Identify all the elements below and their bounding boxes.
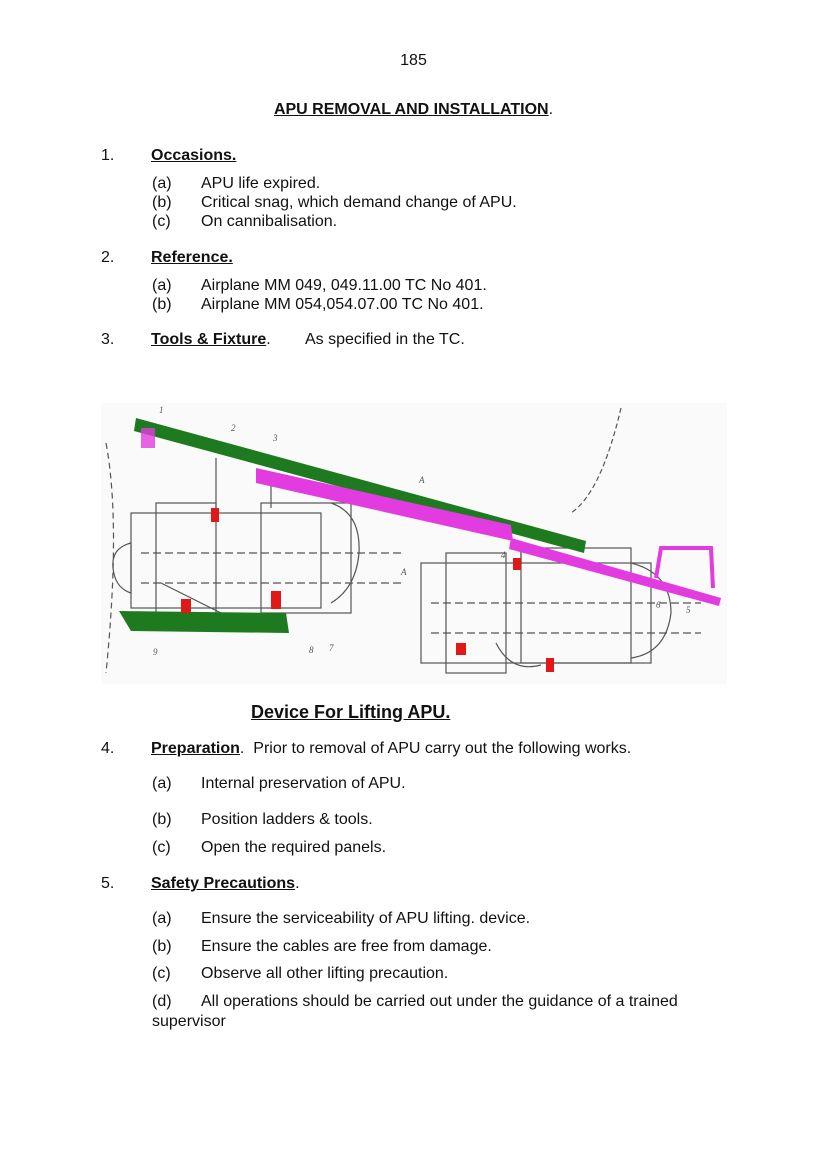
callout: 2: [231, 423, 236, 433]
callout: A: [419, 475, 425, 485]
section-number: 5.: [101, 875, 115, 892]
hook: [513, 558, 521, 570]
drawing-linework: [106, 408, 701, 673]
callout: A: [401, 567, 407, 577]
front-bracket: [141, 428, 155, 448]
page-title: APU REMOVAL AND INSTALLATION.: [273, 101, 554, 118]
list-item: Airplane MM 054,054.07.00 TC No 401.: [201, 296, 484, 313]
list-item: Ensure the cables are free from damage.: [201, 938, 492, 955]
lower-rail: [119, 611, 289, 633]
list-item-continuation: supervisor: [152, 1013, 226, 1030]
list-item: Internal preservation of APU.: [201, 775, 406, 792]
list-item: Observe all other lifting precaution.: [201, 965, 449, 982]
apu-lifting-device-figure: [101, 403, 727, 684]
callout: 4: [501, 550, 506, 560]
list-letter: (a): [152, 175, 172, 192]
list-letter: (d): [152, 993, 172, 1010]
list-letter: (c): [152, 965, 171, 982]
section-number: 1.: [101, 147, 115, 164]
apu-lifting-diagram: [101, 403, 727, 684]
callout: 8: [309, 645, 314, 655]
list-letter: (a): [152, 277, 172, 294]
callout: 6: [656, 600, 661, 610]
list-item: Position ladders & tools.: [201, 811, 373, 828]
list-letter: (c): [152, 213, 171, 230]
section-heading-occasions: Occasions.: [151, 147, 237, 164]
list-item: Open the required panels.: [201, 839, 387, 856]
list-item: On cannibalisation.: [201, 213, 338, 230]
hook: [546, 658, 554, 672]
callout: 7: [329, 643, 334, 653]
lifting-beam-left: [256, 468, 513, 541]
list-item: Critical snag, which demand change of APU.: [201, 194, 517, 211]
list-letter: (b): [152, 296, 172, 313]
list-item: All operations should be carried out under the guidance of a trained: [201, 993, 678, 1010]
list-item: Ensure the serviceability of APU lifting. device.: [201, 910, 531, 927]
list-item: APU life expired.: [201, 175, 321, 192]
section-heading-safety: Safety Precautions.: [151, 875, 300, 892]
section-heading-preparation: Preparation. Prior to removal of APU carry out the following works.: [151, 740, 632, 757]
section-number: 3.: [101, 331, 115, 348]
figure-caption: Device For Lifting APU.: [251, 702, 451, 722]
list-letter: (b): [152, 811, 172, 828]
callout: 1: [159, 405, 164, 415]
hook: [181, 599, 191, 613]
section-number: 4.: [101, 740, 115, 757]
hook: [211, 508, 219, 522]
section-text: As specified in the TC.: [305, 331, 465, 348]
list-letter: (a): [152, 775, 172, 792]
list-letter: (b): [152, 194, 172, 211]
hook: [456, 643, 466, 655]
callout: 9: [153, 647, 158, 657]
list-item: Airplane MM 049, 049.11.00 TC No 401.: [201, 277, 487, 294]
upper-rail: [134, 418, 586, 553]
list-letter: (b): [152, 938, 172, 955]
list-letter: (a): [152, 910, 172, 927]
section-heading-reference: Reference.: [151, 249, 233, 266]
callout: 3: [273, 433, 278, 443]
section-heading-tools: Tools & Fixture.: [151, 331, 271, 348]
section-number: 2.: [101, 249, 115, 266]
page-number: 185: [400, 52, 427, 69]
hook: [271, 591, 281, 609]
list-letter: (c): [152, 839, 171, 856]
callout: 5: [686, 605, 691, 615]
